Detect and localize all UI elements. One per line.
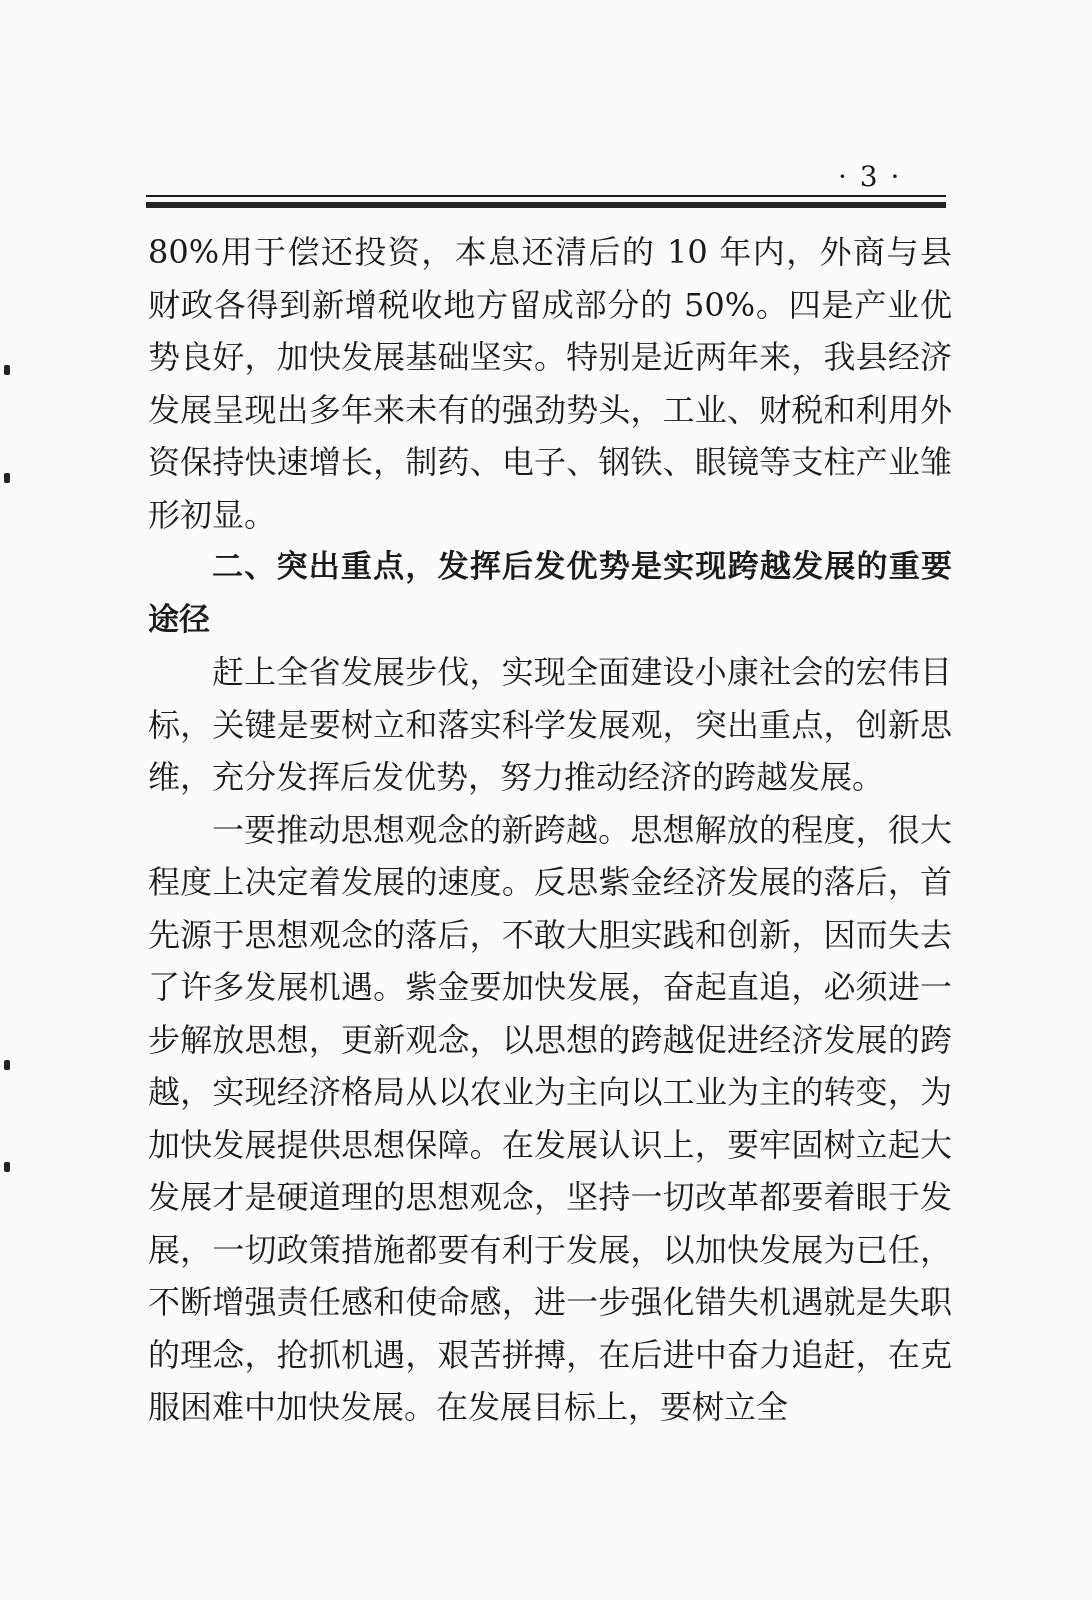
binding-mark (4, 1162, 10, 1172)
body-text (148, 226, 952, 1434)
page-number: · 3 · (838, 160, 902, 193)
binding-mark (4, 1060, 10, 1070)
header-rule-thick (146, 202, 946, 208)
section-heading: 二、突出重点，发挥后发优势是实现跨越发展的重要途径 (148, 549, 952, 638)
paragraph-point-one: 一要推动思想观念的新跨越。思想解放的程度，很大程度上决定着发展的速度。反思紫金经济发展的落后，首先源于思想观念的落后，不敢大胆实践和创新，因而失去了许多发展机遇。紫金要加快发展，奋起直追，必须进一步解放思想，更新观念，以思想的跨越促进经济发展的跨越，实现经济格局从以农业为主向以工业为主的转变，为加快发展提供思想保障。在发展认识上，要牢固树立起大发展才是硬道理的思想观念，坚持一切改革都要着眼于发展，一切政策措施都要有利于发展，以加快发展为已任，不断增强责任感和使命感，进一步强化错失机遇就是失职的理念，抢抓机遇，艰苦拼搏，在后进中奋力追赶，在克服困难中加快发展。在发展目标上，要树立全 (148, 810, 952, 1426)
binding-mark (4, 473, 10, 483)
paragraph-continued: 80%用于偿还投资，本息还清后的 10 年内，外商与县财政各得到新增税收地方留成部分的 50%。四是产业优势良好，加快发展基础坚实。特别是近两年来，我县经济发展呈现出多年来未有的强劲势头，工业、财税和利用外资保持快速增长，制药、电子、钢铁、眼镜等支柱产业雏形初显。 (148, 233, 952, 534)
header-rule-thin (146, 195, 946, 197)
paragraph-intro: 赶上全省发展步伐，实现全面建设小康社会的宏伟目标，关键是要树立和落实科学发展观，突出重点，创新思维，充分发挥后发优势，努力推动经济的跨越发展。 (148, 653, 952, 796)
binding-mark (4, 365, 10, 375)
